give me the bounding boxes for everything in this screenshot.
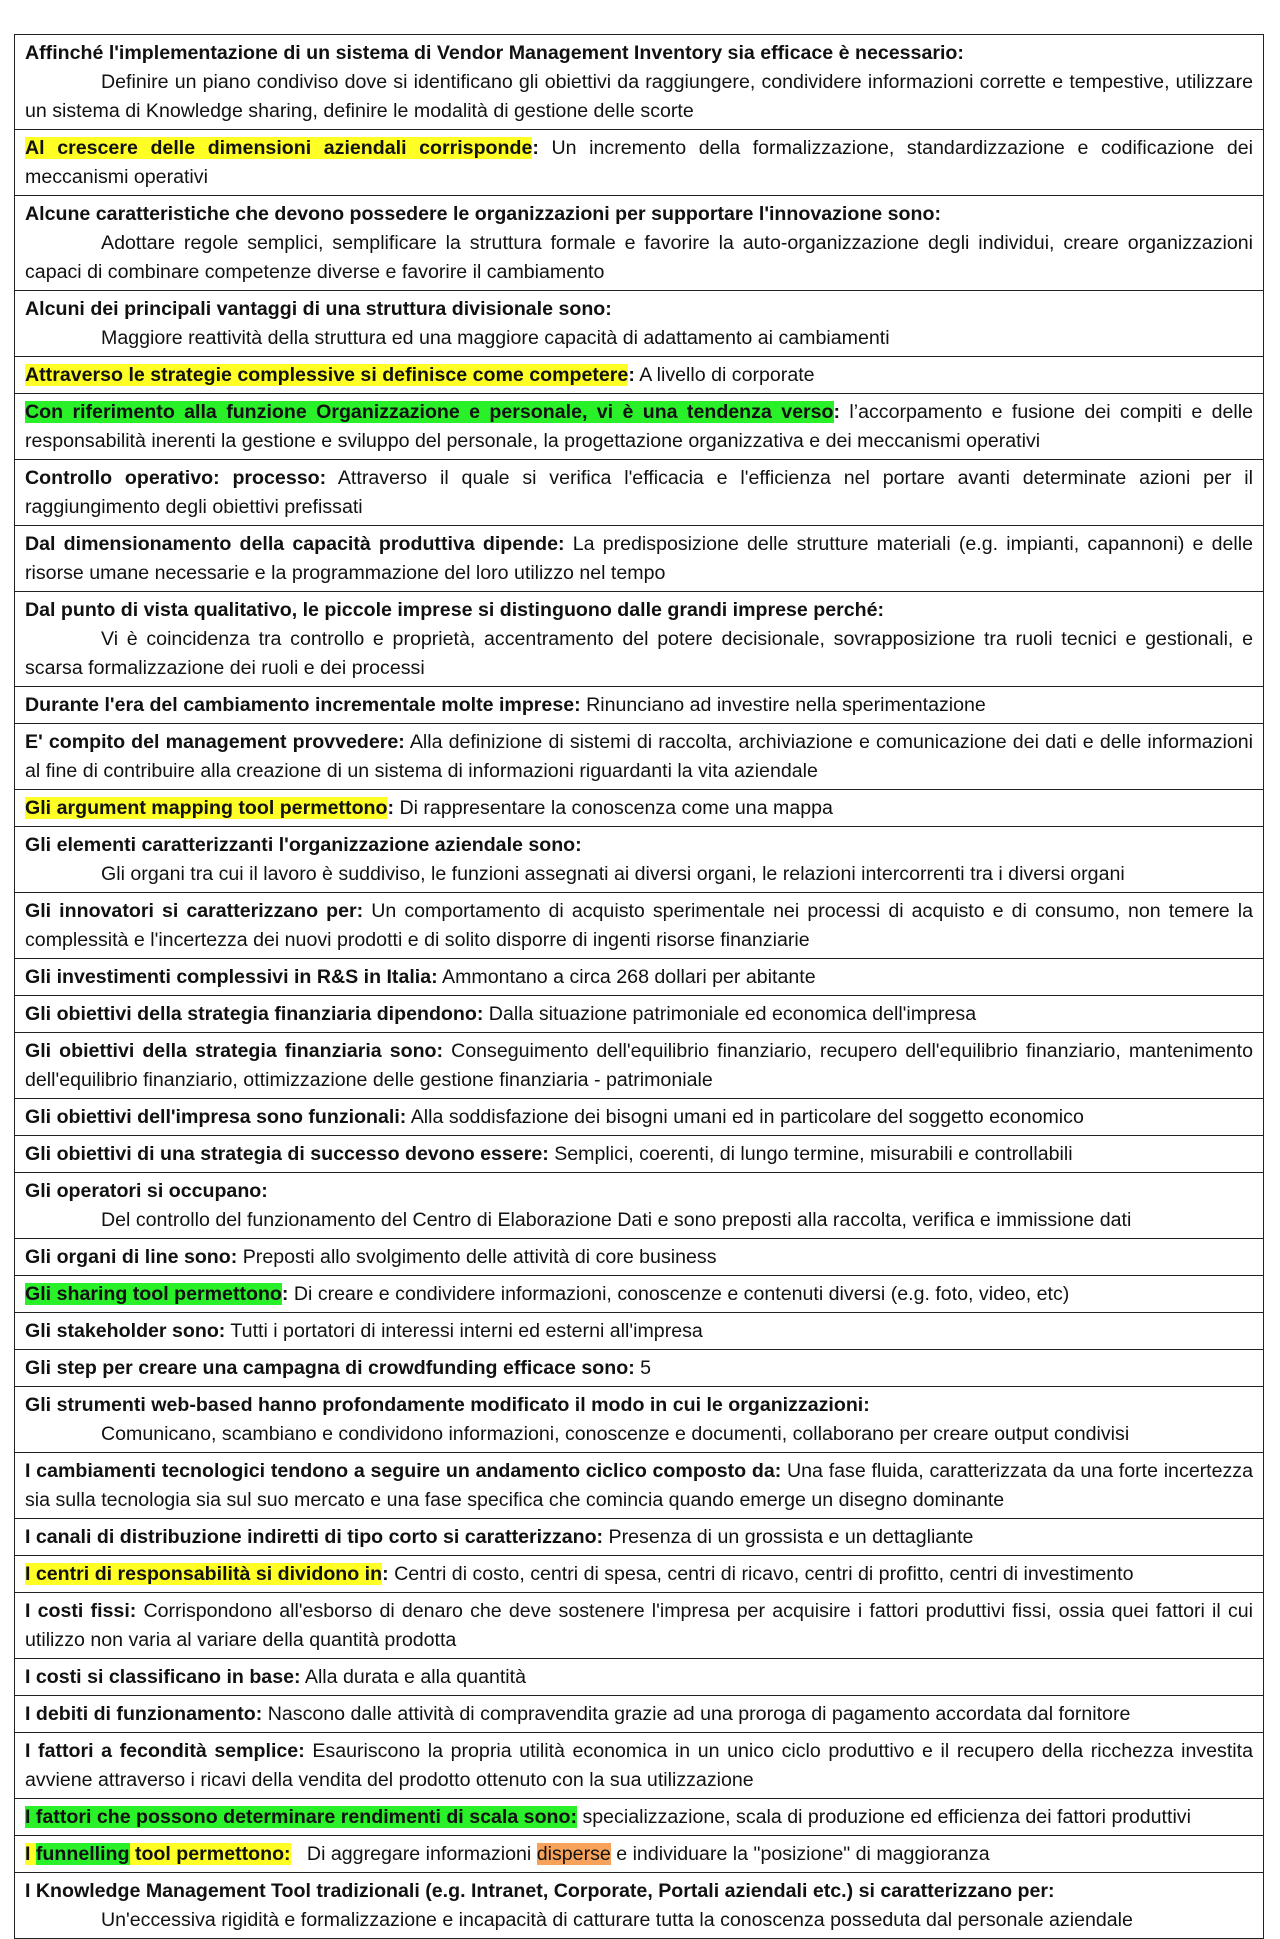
table-cell (15, 196, 1264, 291)
answer-text: Del controllo del funzionamento del Centro di Elaborazione Dati e sono preposti alla raccolta, verifica e immissione dati (101, 1209, 1132, 1231)
answer-text: Ammontano a circa 268 dollari per abitante (437, 966, 816, 988)
answer-text: Tutti i portatori di interessi interni ed esterni all'impresa (225, 1320, 703, 1342)
table-row (15, 1136, 1264, 1173)
answer-text: 5 (634, 1357, 652, 1379)
answer-text: Alla soddisfazione dei bisogni umani ed in particolare del soggetto economico (406, 1106, 1084, 1128)
table-row (15, 1519, 1264, 1556)
table-cell (15, 1350, 1264, 1387)
table-row (15, 1239, 1264, 1276)
question-text: Alcuni dei principali vantaggi di una struttura divisionale sono: (25, 298, 612, 320)
question-text: Gli obiettivi di una strategia di successo devono essere: (25, 1143, 549, 1165)
table-row (15, 1799, 1264, 1836)
table-row (15, 687, 1264, 724)
answer-text: Nascono dalle attività di compravendita grazie ad una proroga di pagamento accordata dal fornitore (262, 1703, 1131, 1725)
table-cell (15, 687, 1264, 724)
table-row (15, 130, 1264, 196)
answer-text: Alla durata e alla quantità (300, 1666, 527, 1688)
table-cell (15, 724, 1264, 790)
answer-text: specializzazione, scala di produzione ed efficienza dei fattori produttivi (577, 1806, 1191, 1828)
table-row (15, 394, 1264, 460)
answer-text: Definire un piano condiviso dove si identificano gli obiettivi da raggiungere, condividere informazioni corrette e tempestive, utilizzare un sistema di Knowledge sharing, definire le modalità di gestione delle scorte (25, 71, 1253, 122)
question-text: I fattori a fecondità semplice: (25, 1740, 305, 1762)
table-cell (15, 460, 1264, 526)
table-row (15, 1099, 1264, 1136)
answer-text: Comunicano, scambiano e condividono informazioni, conoscenze e documenti, collaborano per creare output condivisi (101, 1423, 1130, 1445)
question-separator: : (833, 401, 841, 423)
answer-text: Un incremento della formalizzazione, standardizzazione e codificazione dei meccanismi operativi (25, 137, 1253, 188)
table-row (15, 1659, 1264, 1696)
table-row (15, 1733, 1264, 1799)
question-text: Gli stakeholder sono: (25, 1320, 226, 1342)
question-text: I centri di responsabilità si dividono in (25, 1563, 383, 1585)
table-cell (15, 1313, 1264, 1350)
question-text: Gli obiettivi della strategia finanziaria dipendono: (25, 1003, 484, 1025)
question-text: Alcune caratteristiche che devono possedere le organizzazioni per supportare l'innovazione sono: (25, 203, 941, 225)
question-separator: : (532, 137, 539, 159)
question-separator: : (387, 797, 395, 819)
table-row (15, 1836, 1264, 1873)
answer-text: Conseguimento dell'equilibrio finanziario, recupero dell'equilibrio finanziario, mantenimento dell'equilibrio finanziario, ottimizzazione delle gestione finanziaria - patrimoniale (25, 1040, 1253, 1091)
table-row (15, 1173, 1264, 1239)
answer-text: Semplici, coerenti, di lungo termine, misurabili e controllabili (548, 1143, 1073, 1165)
answer-text: Di creare e condividere informazioni, conoscenze e contenuti diversi (e.g. foto, video, etc) (288, 1283, 1070, 1305)
table-cell (15, 1733, 1264, 1799)
answer-text: Presenza di un grossista e un dettagliante (603, 1526, 974, 1548)
answer-text: Un comportamento di acquisto sperimentale nei processi di acquisto e di consumo, non temere la complessità e l'incertezza dei nuovi prodotti e di solito disporre di ingenti risorse finanziarie (25, 900, 1253, 951)
table-row (15, 1387, 1264, 1453)
table-cell (15, 291, 1264, 357)
answer-text: La predisposizione delle strutture materiali (e.g. impianti, capannoni) e delle risorse umane necessarie e la programmazione del loro utilizzo nel tempo (25, 533, 1253, 584)
question-text: I cambiamenti tecnologici tendono a seguire un andamento ciclico composto da: (25, 1460, 782, 1482)
question-text: Affinché l'implementazione di un sistema di Vendor Management Inventory sia efficace è necessario: (25, 42, 964, 64)
answer-text: Un'eccessiva rigidità e formalizzazione e incapacità di catturare tutta la conoscenza posseduta dal personale aziendale (101, 1909, 1133, 1931)
table-cell (15, 790, 1264, 827)
question-text: Controllo operativo: processo: (25, 467, 327, 489)
table-cell (15, 1173, 1264, 1239)
question-highlight: funnelling (35, 1843, 130, 1865)
table-row (15, 1033, 1264, 1099)
question-text: Gli obiettivi dell'impresa sono funzionali: (25, 1106, 407, 1128)
question-text: Gli step per creare una campagna di crowdfunding efficace sono: (25, 1357, 635, 1379)
answer-text: Alla definizione di sistemi di raccolta, archiviazione e comunicazione dei dati e delle informazioni al fine di contribuire alla creazione di un sistema di informazioni riguardanti la vita aziendale (25, 731, 1253, 782)
answer-text: Adottare regole semplici, semplificare la struttura formale e favorire la auto-organizzazione degli individui, creare organizzazioni capaci di combinare competenze diverse e favorire il cambiamento (25, 232, 1253, 283)
question-text: Dal dimensionamento della capacità produttiva dipende: (25, 533, 565, 555)
table-cell (15, 1453, 1264, 1519)
table-row (15, 1276, 1264, 1313)
answer-text: Preposti allo svolgimento delle attività di core business (237, 1246, 717, 1268)
table-cell (15, 592, 1264, 687)
table-row (15, 1696, 1264, 1733)
table-cell (15, 959, 1264, 996)
table-row (15, 357, 1264, 394)
answer-text: Una fase fluida, caratterizzata da una forte incertezza sia sulla tecnologia sia sul suo mercato e una fase specifica che comincia quando emerge un disegno dominante (25, 1460, 1253, 1511)
table-row (15, 1453, 1264, 1519)
table-cell (15, 1519, 1264, 1556)
table-cell (15, 1387, 1264, 1453)
table-row (15, 1313, 1264, 1350)
question-separator: : (628, 364, 635, 386)
answer-text: Vi è coincidenza tra controllo e proprietà, accentramento del potere decisionale, sovrapposizione tra ruoli tecnici e gestionali, e scarsa formalizzazione dei ruoli e dei processi (25, 628, 1253, 679)
question-text: I costi fissi: (25, 1600, 137, 1622)
answer-text: Di rappresentare la conoscenza come una mappa (394, 797, 833, 819)
question-text: Gli operatori si occupano: (25, 1180, 268, 1202)
table-row (15, 526, 1264, 592)
question-text: Gli investimenti complessivi in R&S in Italia: (25, 966, 438, 988)
table-row (15, 996, 1264, 1033)
table-cell (15, 827, 1264, 893)
question-text: E' compito del management provvedere: (25, 731, 405, 753)
answer-text: Centri di costo, centri di spesa, centri di ricavo, centri di profitto, centri di investimento (388, 1563, 1134, 1585)
question-text: I canali di distribuzione indiretti di tipo corto si caratterizzano: (25, 1526, 604, 1548)
table-row (15, 1556, 1264, 1593)
table-row (15, 1593, 1264, 1659)
question-text: I (25, 1843, 36, 1865)
question-text: Gli organi di line sono: (25, 1246, 238, 1268)
table-row (15, 35, 1264, 130)
question-separator: : (382, 1563, 389, 1585)
table-cell (15, 35, 1264, 130)
table-row (15, 959, 1264, 996)
table-cell (15, 130, 1264, 196)
table-cell (15, 394, 1264, 460)
table-row (15, 592, 1264, 687)
question-text: Durante l'era del cambiamento incrementale molte imprese: (25, 694, 581, 716)
table-cell (15, 1136, 1264, 1173)
answer-text: Di aggregare informazioni (290, 1843, 537, 1865)
table-row (15, 893, 1264, 959)
question-text: I costi si classificano in base: (25, 1666, 301, 1688)
question-text: Gli innovatori si caratterizzano per: (25, 900, 364, 922)
answer-text: Esauriscono la propria utilità economica in un unico ciclo produttivo e il recupero della ricchezza investita avviene attraverso i ricavi della vendita del prodotto ottenuto con la sua utilizzazione (25, 1740, 1253, 1791)
table-cell (15, 1556, 1264, 1593)
table-cell (15, 1873, 1264, 1939)
question-text: Gli strumenti web-based hanno profondamente modificato il modo in cui le organizzazioni: (25, 1394, 870, 1416)
answer-text: A livello di corporate (634, 364, 815, 386)
table-cell (15, 1799, 1264, 1836)
table-cell (15, 1593, 1264, 1659)
table-row (15, 291, 1264, 357)
table-row (15, 790, 1264, 827)
question-text: Con riferimento alla funzione Organizzazione e personale, vi è una tendenza verso (25, 401, 834, 423)
question-text: I debiti di funzionamento: (25, 1703, 263, 1725)
question-text: Gli obiettivi della strategia finanziaria sono: (25, 1040, 444, 1062)
answer-highlight: disperse (536, 1843, 611, 1865)
table-row (15, 460, 1264, 526)
answer-text: Maggiore reattività della struttura ed una maggiore capacità di adattamento ai cambiamenti (101, 327, 890, 349)
table-cell (15, 526, 1264, 592)
table-row (15, 196, 1264, 291)
answer-text: Dalla situazione patrimoniale ed economica dell'impresa (483, 1003, 977, 1025)
table-cell (15, 893, 1264, 959)
table-cell (15, 1276, 1264, 1313)
question-text: I Knowledge Management Tool tradizionali (e.g. Intranet, Corporate, Portali aziendali etc.) si caratterizzano per: (25, 1880, 1055, 1902)
answer-text: Corrispondono all'esborso di denaro che deve sostenere l'impresa per acquisire i fattori produttivi fissi, ossia quei fattori il cui utilizzo non varia al variare della quantità prodotta (25, 1600, 1253, 1651)
table-cell (15, 357, 1264, 394)
table-row (15, 724, 1264, 790)
table-cell (15, 1239, 1264, 1276)
answer-text: e individuare la "posizione" di maggioranza (610, 1843, 990, 1865)
table-cell (15, 1696, 1264, 1733)
qa-table (14, 34, 1264, 1939)
question-text: I fattori che possono determinare rendimenti di scala sono: (25, 1806, 578, 1828)
table-cell (15, 996, 1264, 1033)
question-separator: : (281, 1283, 289, 1305)
question-text: Gli elementi caratterizzanti l'organizzazione aziendale sono: (25, 834, 582, 856)
question-text: Attraverso le strategie complessive si definisce come competere (25, 364, 629, 386)
table-row (15, 1873, 1264, 1939)
table-row (15, 827, 1264, 893)
answer-text: Gli organi tra cui il lavoro è suddiviso, le funzioni assegnati ai diversi organi, le relazioni intercorrenti tra i diversi organi (101, 863, 1125, 885)
table-cell (15, 1659, 1264, 1696)
table-cell (15, 1836, 1264, 1873)
question-text: Gli argument mapping tool permettono (25, 797, 388, 819)
question-text: tool permettono: (129, 1843, 291, 1865)
table-cell (15, 1099, 1264, 1136)
table-cell (15, 1033, 1264, 1099)
question-text: Al crescere delle dimensioni aziendali corrisponde (25, 137, 533, 159)
answer-text: Rinunciano ad investire nella sperimentazione (580, 694, 986, 716)
answer-text: Attraverso il quale si verifica l'efficacia e l'efficienza nel portare avanti determinate azioni per il raggiungimento degli obiettivi prefissati (25, 467, 1254, 518)
answer-text: l’accorpamento e fusione dei compiti e delle responsabilità inerenti la gestione e sviluppo del personale, la progettazione organizzativa e dei meccanismi operativi (25, 401, 1254, 452)
question-text: Gli sharing tool permettono (25, 1283, 282, 1305)
question-text: Dal punto di vista qualitativo, le piccole imprese si distinguono dalle grandi imprese perché: (25, 599, 885, 621)
table-row (15, 1350, 1264, 1387)
